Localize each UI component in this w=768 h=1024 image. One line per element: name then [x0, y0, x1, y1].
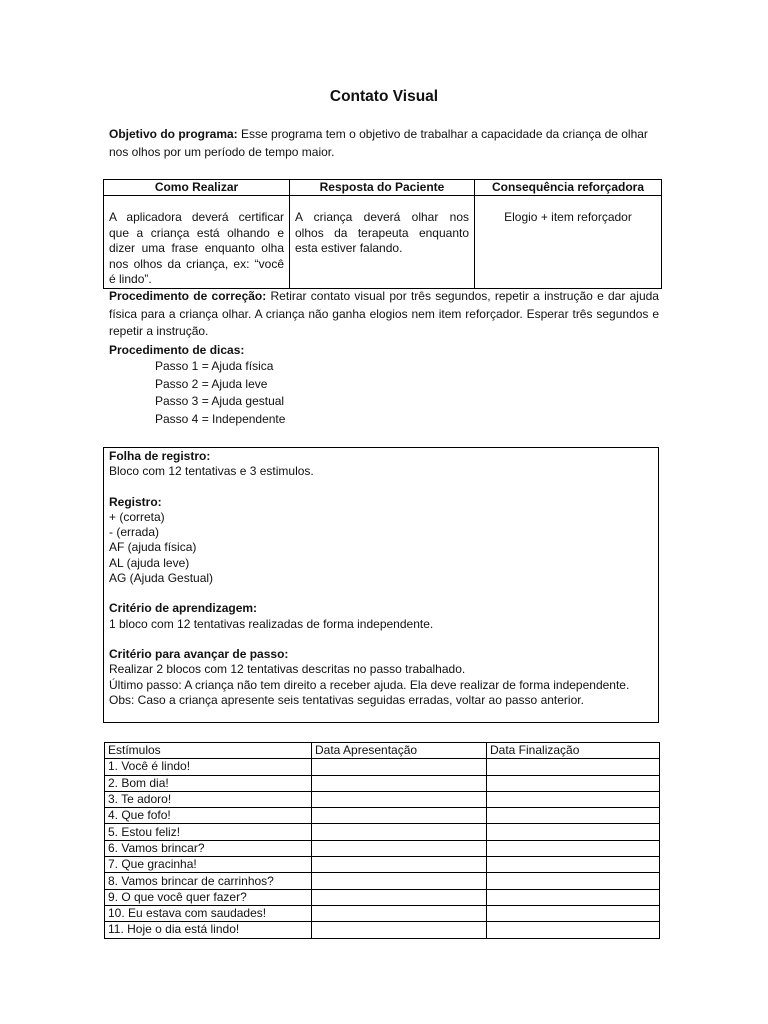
- date-finished-field[interactable]: [487, 857, 660, 873]
- instruction-body-row: [104, 196, 662, 289]
- date-presented-field[interactable]: [312, 759, 487, 775]
- stimulus-cell: 11. Hoje o dia está lindo!: [105, 922, 312, 938]
- date-presented-field[interactable]: [312, 775, 487, 791]
- date-finished-field[interactable]: [487, 840, 660, 856]
- record-item: AL (ajuda leve): [109, 555, 190, 570]
- correction-paragraph: [109, 288, 659, 341]
- correction-text: Retirar contato visual por três segundos, repetir a instrução e dar ajuda física para a criança olhar. A criança não ganha elogios nem item reforçador. Esperar três segundos e repetir a instrução.: [109, 289, 659, 338]
- date-finished-field[interactable]: [487, 808, 660, 824]
- date-finished-field[interactable]: [487, 824, 660, 840]
- correction-label: Procedimento de correção:: [109, 289, 267, 303]
- table-row: [105, 922, 660, 938]
- tip-step: Passo 1 = Ajuda física: [155, 359, 274, 373]
- date-finished-field[interactable]: [487, 791, 660, 807]
- date-finished-field[interactable]: [487, 905, 660, 921]
- stimuli-header-row: [105, 743, 660, 759]
- advance-line: Último passo: A criança não tem direito a receber ajuda. Ela deve realizar de forma independente.: [109, 677, 630, 692]
- objective-text: Esse programa tem o objetivo de trabalhar a capacidade da criança de olhar nos olhos por um período de tempo maior.: [109, 127, 648, 159]
- sheet-text: Bloco com 12 tentativas e 3 estimulos.: [109, 464, 314, 479]
- stimulus-cell: 3. Te adoro!: [105, 791, 312, 807]
- table-row: [105, 873, 660, 889]
- date-presented-field[interactable]: [312, 873, 487, 889]
- advance-label: Critério para avançar de passo:: [109, 646, 289, 661]
- record-box: [103, 447, 659, 723]
- table-row: [105, 759, 660, 775]
- date-presented-field[interactable]: [312, 824, 487, 840]
- stimulus-cell: 6. Vamos brincar?: [105, 840, 312, 856]
- page-title: Contato Visual: [329, 88, 439, 105]
- date-finished-field[interactable]: [487, 759, 660, 775]
- table-row: [105, 808, 660, 824]
- date-presented-field[interactable]: [312, 922, 487, 938]
- stimulus-cell: 4. Que fofo!: [105, 808, 312, 824]
- date-presented-field[interactable]: [312, 857, 487, 873]
- stimulus-cell: 10. Eu estava com saudades!: [105, 905, 312, 921]
- learning-text: 1 bloco com 12 tentativas realizadas de forma independente.: [109, 616, 434, 631]
- header-consequencia: Consequência reforçadora: [475, 180, 662, 196]
- header-como-realizar: Como Realizar: [104, 180, 290, 196]
- tip-step: Passo 2 = Ajuda leve: [155, 376, 268, 391]
- stimuli-table: [104, 742, 660, 939]
- date-finished-field[interactable]: [487, 775, 660, 791]
- record-item: + (correta): [109, 509, 165, 524]
- objective-paragraph: [109, 125, 659, 161]
- stimulus-cell: 8. Vamos brincar de carrinhos?: [105, 873, 312, 889]
- learning-label: Critério de aprendizagem:: [109, 601, 258, 616]
- header-data-finalizacao: Data Finalização: [487, 743, 660, 759]
- date-presented-field[interactable]: [312, 889, 487, 905]
- table-row: [105, 889, 660, 905]
- header-resposta-paciente: Resposta do Paciente: [290, 180, 475, 196]
- date-presented-field[interactable]: [312, 905, 487, 921]
- stimulus-cell: 9. O que você quer fazer?: [105, 889, 312, 905]
- cell-resposta-paciente: A criança deverá olhar nos olhos da terapeuta enquanto esta estiver falando.: [290, 196, 475, 289]
- cell-como-realizar: A aplicadora deverá certificar que a criança está olhando e dizer uma frase enquanto olha nos olhos da criança, ex: “você é lindo”.: [104, 196, 290, 289]
- date-presented-field[interactable]: [312, 791, 487, 807]
- advance-line: Obs: Caso a criança apresente seis tentativas seguidas erradas, voltar ao passo anterior.: [109, 692, 584, 707]
- stimulus-cell: 2. Bom dia!: [105, 775, 312, 791]
- date-finished-field[interactable]: [487, 873, 660, 889]
- date-presented-field[interactable]: [312, 840, 487, 856]
- table-row: [105, 791, 660, 807]
- sheet-label: Folha de registro:: [109, 449, 211, 463]
- table-row: [105, 775, 660, 791]
- tips-list: [155, 358, 285, 428]
- table-row: [105, 857, 660, 873]
- record-item: AF (ajuda física): [109, 540, 197, 555]
- tip-step: Passo 4 = Independente: [155, 411, 286, 426]
- header-estimulos: Estímulos: [105, 743, 312, 759]
- cell-consequencia: Elogio + item reforçador: [475, 196, 662, 289]
- record-label: Registro:: [109, 494, 162, 509]
- header-data-apresentacao: Data Apresentação: [312, 743, 487, 759]
- record-item: - (errada): [109, 525, 160, 540]
- table-row: [105, 824, 660, 840]
- date-finished-field[interactable]: [487, 922, 660, 938]
- record-item: AG (Ajuda Gestual): [109, 571, 214, 586]
- instruction-header-row: [104, 180, 662, 196]
- stimulus-cell: 1. Você é lindo!: [105, 759, 312, 775]
- date-finished-field[interactable]: [487, 889, 660, 905]
- date-presented-field[interactable]: [312, 808, 487, 824]
- objective-label: Objetivo do programa:: [109, 127, 238, 141]
- tips-heading: Procedimento de dicas:: [109, 343, 245, 357]
- advance-line: Realizar 2 blocos com 12 tentativas descritas no passo trabalhado.: [109, 662, 466, 677]
- stimulus-cell: 7. Que gracinha!: [105, 857, 312, 873]
- instruction-table: [103, 179, 662, 289]
- tip-step: Passo 3 = Ajuda gestual: [155, 394, 285, 408]
- stimulus-cell: 5. Estou feliz!: [105, 824, 312, 840]
- table-row: [105, 905, 660, 921]
- table-row: [105, 840, 660, 856]
